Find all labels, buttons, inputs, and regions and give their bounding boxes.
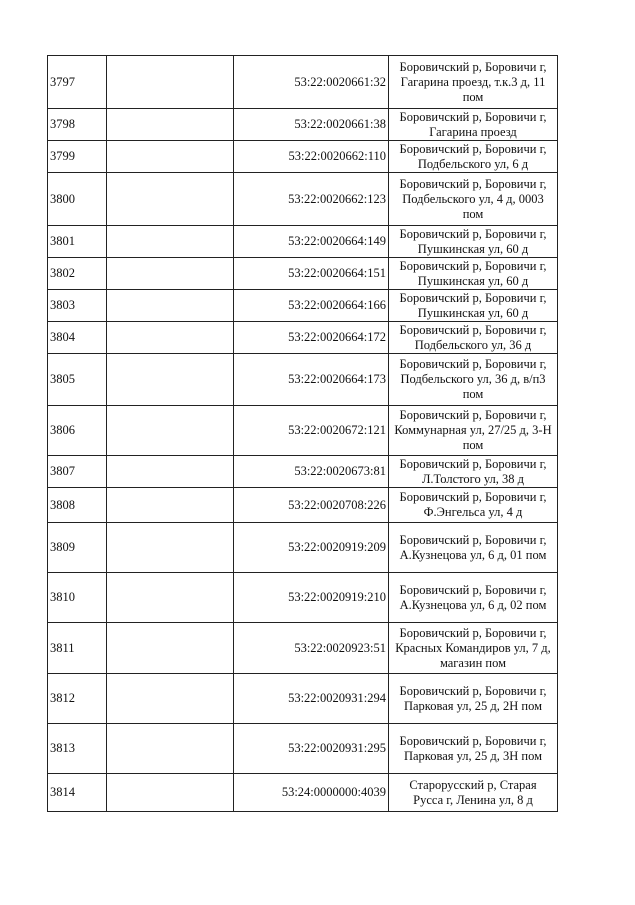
cadastral-number: 53:22:0020919:209 <box>234 523 389 573</box>
address-cell <box>389 774 558 812</box>
cadastral-number: 53:22:0020662:110 <box>234 141 389 173</box>
table-row <box>48 226 558 258</box>
address-cell <box>389 258 558 290</box>
address-line: Пушкинская ул, 60 д <box>417 273 529 288</box>
address-cell <box>389 523 558 573</box>
table-row <box>48 456 558 488</box>
address-cell <box>389 56 558 109</box>
table-row <box>48 724 558 774</box>
table-row <box>48 406 558 456</box>
address-cell <box>389 354 558 406</box>
row-number: 3801 <box>48 226 107 258</box>
address-cell <box>389 226 558 258</box>
address-line: пом <box>462 387 484 401</box>
address-cell <box>389 623 558 674</box>
address-line: Боровичский р, Боровичи г, <box>399 408 547 422</box>
cadastral-number: 53:22:0020661:32 <box>234 56 389 109</box>
address-line: пом <box>462 206 484 221</box>
cadastral-number: 53:22:0020931:294 <box>234 674 389 724</box>
row-number: 3803 <box>48 290 107 322</box>
empty-cell <box>107 56 234 109</box>
row-number: 3797 <box>48 56 107 109</box>
address-line: А.Кузнецова ул, 6 д, 02 пом <box>399 597 547 612</box>
row-number: 3807 <box>48 456 107 488</box>
address-line: Боровичский р, Боровичи г, <box>399 490 547 504</box>
address-cell <box>389 573 558 623</box>
address-cell <box>389 674 558 724</box>
cadastral-number: 53:22:0020672:121 <box>234 406 389 456</box>
address-line: Боровичский р, Боровичи г, <box>399 733 547 748</box>
address-line: А.Кузнецова ул, 6 д, 01 пом <box>399 547 547 562</box>
empty-cell <box>107 456 234 488</box>
address-line: Боровичский р, Боровичи г, <box>399 625 547 640</box>
empty-cell <box>107 488 234 523</box>
row-number: 3810 <box>48 573 107 623</box>
address-line: Боровичский р, Боровичи г, <box>399 532 547 547</box>
address-cell <box>389 456 558 488</box>
row-number: 3799 <box>48 141 107 173</box>
address-line: Подбельского ул, 36 д <box>414 337 532 352</box>
table-row <box>48 623 558 674</box>
table-row <box>48 322 558 354</box>
cadastral-number: 53:22:0020664:172 <box>234 322 389 354</box>
table-row <box>48 290 558 322</box>
empty-cell <box>107 173 234 226</box>
address-cell <box>389 141 558 173</box>
empty-cell <box>107 523 234 573</box>
address-line: Пушкинская ул, 60 д <box>417 305 529 320</box>
address-line: Боровичский р, Боровичи г, <box>399 290 547 305</box>
address-cell <box>389 724 558 774</box>
cadastral-number: 53:22:0020919:210 <box>234 573 389 623</box>
row-number: 3805 <box>48 354 107 406</box>
address-line: Боровичский р, Боровичи г, <box>399 226 547 241</box>
address-line: Боровичский р, Боровичи г, <box>399 141 547 156</box>
table-row <box>48 173 558 226</box>
cadastral-number: 53:22:0020708:226 <box>234 488 389 523</box>
table-row <box>48 354 558 406</box>
empty-cell <box>107 226 234 258</box>
address-line: Красных Командиров ул, 7 д, <box>395 640 551 655</box>
empty-cell <box>107 141 234 173</box>
empty-cell <box>107 258 234 290</box>
table-row <box>48 56 558 109</box>
empty-cell <box>107 109 234 141</box>
table-row <box>48 573 558 623</box>
address-cell <box>389 322 558 354</box>
table-row <box>48 523 558 573</box>
cadastral-number: 53:22:0020923:51 <box>234 623 389 674</box>
address-line: Парковая ул, 25 д, 3Н пом <box>403 748 543 763</box>
address-line: Боровичский р, Боровичи г, <box>399 357 547 371</box>
empty-cell <box>107 573 234 623</box>
address-line: Ф.Энгельса ул, 4 д <box>423 505 523 519</box>
row-number: 3800 <box>48 173 107 226</box>
address-line: Коммунарная ул, 27/25 д, 3-Н <box>394 423 552 437</box>
address-line: Боровичский р, Боровичи г, <box>399 582 547 597</box>
row-number: 3802 <box>48 258 107 290</box>
address-line: Боровичский р, Боровичи г, <box>399 176 547 191</box>
row-number: 3808 <box>48 488 107 523</box>
address-line: Подбельского ул, 6 д <box>417 156 529 171</box>
address-line: Гагарина проезд, т.к.3 д, 11 <box>400 74 546 89</box>
address-line: Боровичский р, Боровичи г, <box>399 456 547 471</box>
cadastral-number: 53:22:0020664:151 <box>234 258 389 290</box>
address-line: Парковая ул, 25 д, 2Н пом <box>403 698 543 713</box>
cadastral-number: 53:22:0020673:81 <box>234 456 389 488</box>
property-registry-table <box>47 55 558 812</box>
row-number: 3804 <box>48 322 107 354</box>
row-number: 3812 <box>48 674 107 724</box>
empty-cell <box>107 724 234 774</box>
address-line: Русса г, Ленина ул, 8 д <box>413 792 533 807</box>
address-line: Боровичский р, Боровичи г, <box>399 258 547 273</box>
address-line: Пушкинская ул, 60 д <box>417 241 529 256</box>
empty-cell <box>107 354 234 406</box>
address-line: Старорусский р, Старая <box>409 777 537 792</box>
address-line: пом <box>462 438 484 452</box>
cadastral-number: 53:22:0020664:173 <box>234 354 389 406</box>
row-number: 3811 <box>48 623 107 674</box>
row-number: 3814 <box>48 774 107 812</box>
row-number: 3813 <box>48 724 107 774</box>
address-line: Подбельского ул, 4 д, 0003 <box>402 191 544 206</box>
cadastral-number: 53:24:0000000:4039 <box>234 774 389 812</box>
address-cell <box>389 173 558 226</box>
row-number: 3809 <box>48 523 107 573</box>
empty-cell <box>107 674 234 724</box>
address-cell <box>389 406 558 456</box>
cadastral-number: 53:22:0020661:38 <box>234 109 389 141</box>
registry-body <box>48 56 558 812</box>
address-line: Гагарина проезд <box>429 124 517 139</box>
cadastral-number: 53:22:0020662:123 <box>234 173 389 226</box>
cadastral-number: 53:22:0020664:149 <box>234 226 389 258</box>
table-row <box>48 109 558 141</box>
row-number: 3798 <box>48 109 107 141</box>
cadastral-number: 53:22:0020931:295 <box>234 724 389 774</box>
address-cell <box>389 109 558 141</box>
table-row <box>48 774 558 812</box>
empty-cell <box>107 774 234 812</box>
table-row <box>48 141 558 173</box>
table-row <box>48 488 558 523</box>
address-line: Боровичский р, Боровичи г, <box>399 59 547 74</box>
empty-cell <box>107 623 234 674</box>
address-cell <box>389 488 558 523</box>
address-line: Боровичский р, Боровичи г, <box>399 683 547 698</box>
address-line: Боровичский р, Боровичи г, <box>399 109 547 124</box>
table-row <box>48 674 558 724</box>
address-line: пом <box>462 89 484 104</box>
address-line: магазин пом <box>439 655 507 670</box>
cadastral-number: 53:22:0020664:166 <box>234 290 389 322</box>
empty-cell <box>107 322 234 354</box>
address-line: Подбельского ул, 36 д, в/п3 <box>400 372 546 386</box>
row-number: 3806 <box>48 406 107 456</box>
empty-cell <box>107 406 234 456</box>
address-cell <box>389 290 558 322</box>
address-line: Боровичский р, Боровичи г, <box>399 322 547 337</box>
table-row <box>48 258 558 290</box>
address-line: Л.Толстого ул, 38 д <box>421 471 525 486</box>
empty-cell <box>107 290 234 322</box>
